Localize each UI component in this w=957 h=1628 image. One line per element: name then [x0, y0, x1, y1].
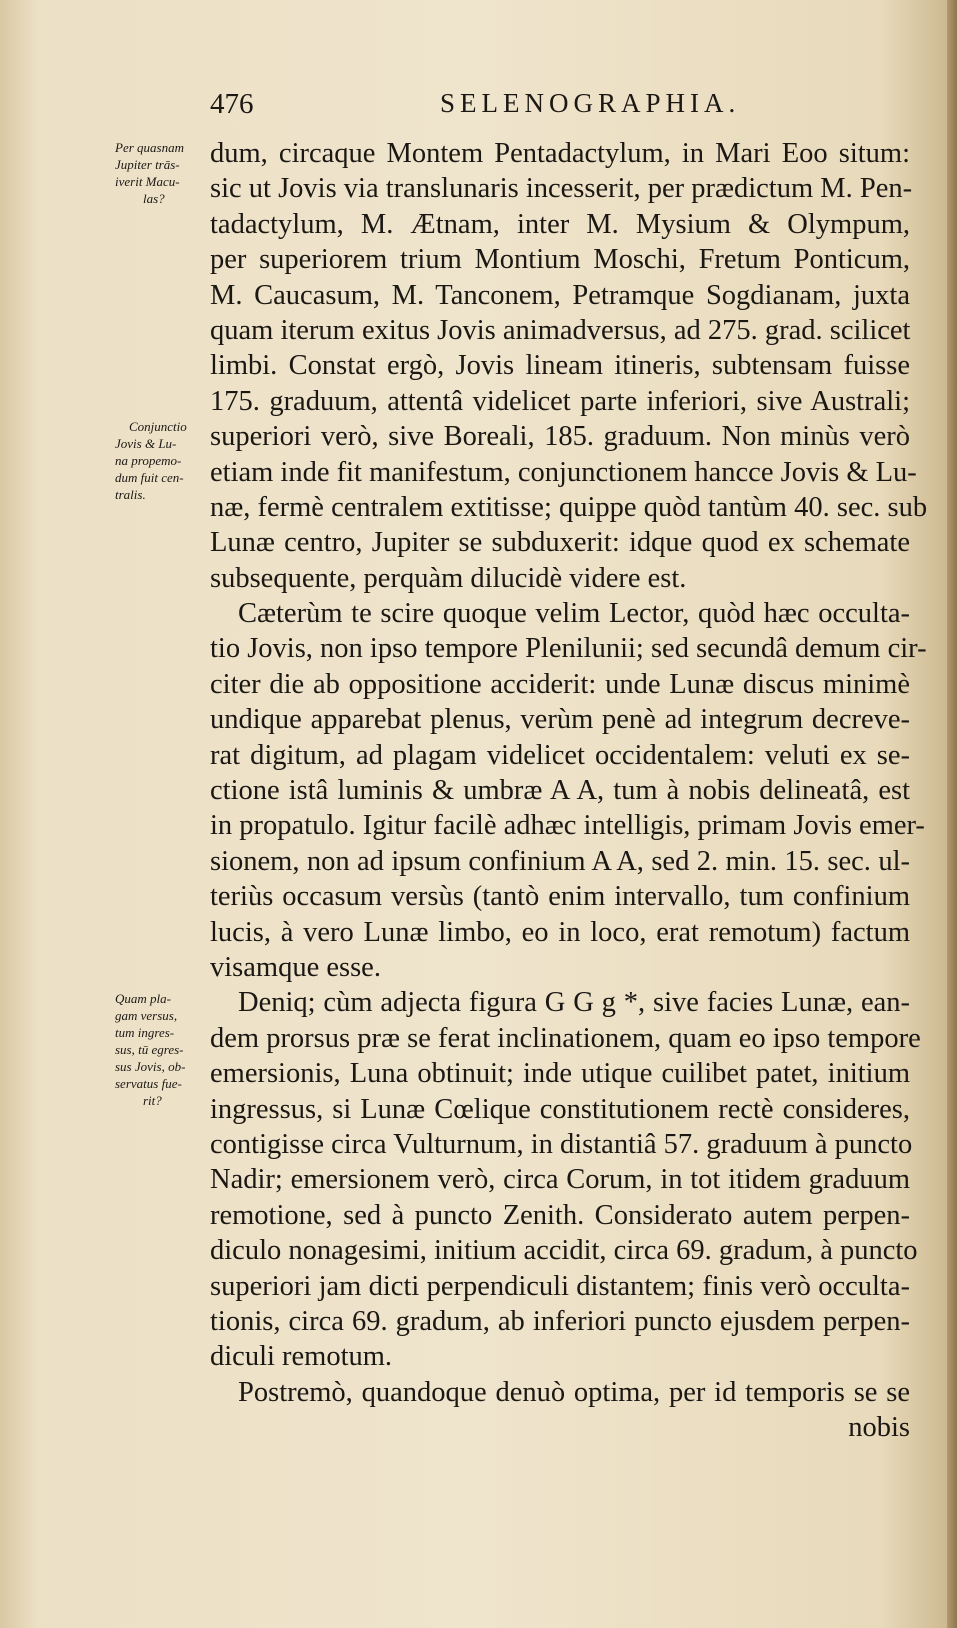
- margin-note-line: Conjunctio: [129, 419, 187, 434]
- text-line: tadactylum, M. Ætnam, inter M. Mysium & Olympum,: [210, 208, 910, 240]
- running-title: SELENOGRAPHIA.: [440, 88, 741, 118]
- text-line: sionem, non ad ipsum confinium A A, sed 2. min. 15. sec. ul-: [210, 845, 910, 877]
- text-line: emersionis, Luna obtinuit; inde utique cuilibet patet, initium: [210, 1058, 910, 1090]
- margin-note-direction: [115, 990, 210, 1109]
- binding-edge: [947, 0, 957, 1628]
- margin-note-jupiter-path: [115, 139, 210, 207]
- main-text: [210, 136, 928, 1445]
- margin-note-line: rit?: [143, 1093, 162, 1108]
- text-line: etiam inde fit manifestum, conjunctionem hancce Jovis & Lu-: [210, 456, 917, 488]
- margin-note-line: Jovis & Lu-: [115, 436, 177, 451]
- text-line: sic ut Jovis via translunaris incesserit, per prædictum M. Pen-: [210, 173, 913, 205]
- paragraph-start: Cæterùm te scire quoque velim Lector, quòd hæc occulta-: [238, 598, 910, 630]
- paragraph-start: Deniq; cùm adjecta figura G G g *, sive facies Lunæ, ean-: [238, 987, 910, 1019]
- text-line: subsequente, perquàm dilucidè videre est.: [210, 562, 687, 594]
- text-line: tionis, circa 69. gradum, ab inferiori puncto ejusdem perpen-: [210, 1305, 910, 1337]
- text-line: dem prorsus præ se ferat inclinationem, quam eo ipso tempore: [210, 1022, 921, 1054]
- text-line: superiori verò, sive Boreali, 185. graduum. Non minùs verò: [210, 421, 910, 453]
- text-line: citer die ab oppositione acciderit: unde Lunæ discus minimè: [210, 668, 910, 700]
- margin-note-line: gam versus,: [115, 1008, 178, 1023]
- margin-note-line: Per quasnam: [115, 140, 184, 155]
- text-line: quam iterum exitus Jovis animadversus, ad 275. grad. scilicet: [210, 314, 911, 346]
- text-line: ingressus, si Lunæ Cœlique constitutionem rectè consideres,: [210, 1093, 910, 1125]
- text-line: diculo nonagesimi, initium accidit, circa 69. gradum, à puncto: [210, 1235, 918, 1267]
- text-line: Nadir; emersionem verò, circa Corum, in tot itidem graduum: [210, 1164, 910, 1196]
- text-line: per superiorem trium Montium Moschi, Fretum Ponticum,: [210, 244, 910, 276]
- margin-note-line: na propemo-: [115, 453, 182, 468]
- text-line: Lunæ centro, Jupiter se subduxerit: idque quod ex schemate: [210, 527, 910, 559]
- margin-note-line: iverit Macu-: [115, 174, 180, 189]
- margin-note-conjunction: [115, 418, 210, 503]
- margin-note-line: sus Jovis, ob-: [115, 1059, 186, 1074]
- text-line: remotione, sed à puncto Zenith. Considerato autem perpen-: [210, 1199, 910, 1231]
- text-line: lucis, à vero Lunæ limbo, eo in loco, erat remotum) factum: [210, 916, 910, 948]
- margin-note-line: Jupiter trās-: [115, 157, 180, 172]
- page-number: 476: [210, 88, 254, 120]
- text-line: undique apparebat plenus, verùm penè ad integrum decreve-: [210, 704, 910, 736]
- text-line: limbi. Constat ergò, Jovis lineam itineris, subtensam fuisse: [210, 350, 910, 382]
- text-line: superiori jam dicti perpendiculi distantem; finis verò occulta-: [210, 1270, 910, 1302]
- margin-note-line: Quam pla-: [115, 991, 171, 1006]
- text-line: visamque esse.: [210, 951, 381, 983]
- text-line: dum, circaque Montem Pentadactylum, in Mari Eoo situm:: [210, 138, 910, 169]
- margin-note-line: las?: [143, 191, 165, 206]
- margin-note-line: dum fuit cen-: [115, 470, 184, 485]
- margin-note-line: sus, tū egres-: [115, 1042, 184, 1057]
- text-line: contigisse circa Vulturnum, in distantiâ 57. graduum à puncto: [210, 1128, 913, 1160]
- text-line: M. Caucasum, M. Tanconem, Petramque Sogdianam, juxta: [210, 279, 910, 311]
- text-line: in propatulo. Igitur facilè adhæc intelligis, primam Jovis emer-: [210, 810, 925, 842]
- page-header: [210, 88, 900, 128]
- catchword: nobis: [848, 1412, 910, 1444]
- text-line: rat digitum, ad plagam videlicet occidentalem: veluti ex se-: [210, 739, 910, 771]
- margin-note-line: tum ingres-: [115, 1025, 175, 1040]
- margin-note-line: tralis.: [115, 487, 146, 502]
- text-line: ctione istâ luminis & umbræ A A, tum à nobis delineatâ, est: [210, 775, 910, 807]
- paragraph-start: Postremò, quandoque denuò optima, per id temporis se se: [238, 1376, 910, 1408]
- text-line: 175. graduum, attentâ videlicet parte inferiori, sive Australi;: [210, 385, 910, 417]
- text-line: næ, fermè centralem extitisse; quippe quòd tantùm 40. sec. sub: [210, 491, 928, 523]
- text-line: diculi remotum.: [210, 1341, 393, 1373]
- text-line: teriùs occasum versùs (tantò enim intervallo, tum confinium: [210, 881, 910, 913]
- text-line: tio Jovis, non ipso tempore Plenilunii; sed secundâ demum cir-: [210, 633, 927, 665]
- margin-note-line: servatus fue-: [115, 1076, 182, 1091]
